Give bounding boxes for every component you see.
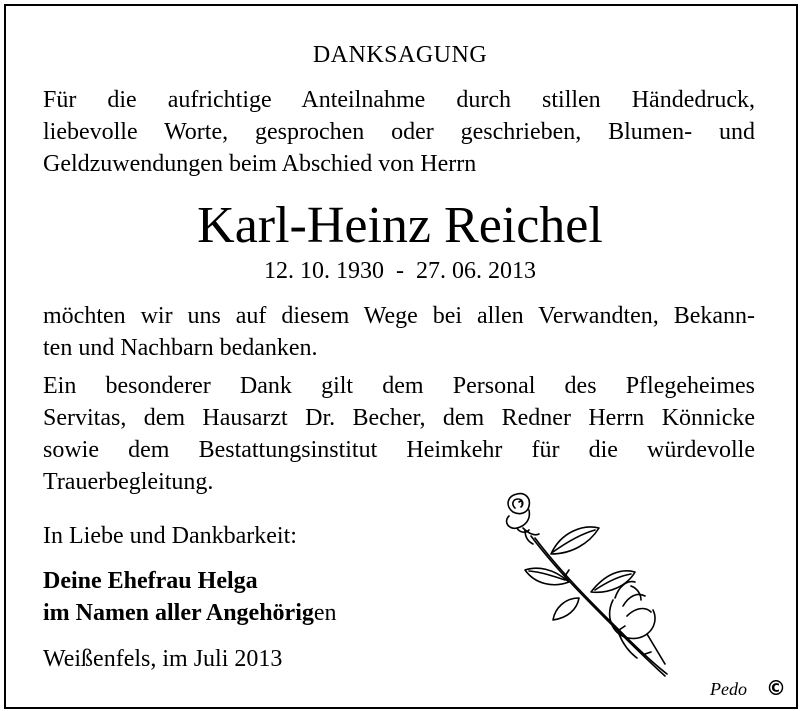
signer-name: Deine Ehefrau Helga bbox=[43, 568, 258, 594]
place-date: Weißenfels, im Juli 2013 bbox=[43, 646, 283, 672]
intro-paragraph bbox=[43, 84, 755, 180]
artist-credit: Pedo bbox=[710, 679, 747, 699]
copyright-symbol: © bbox=[766, 676, 786, 700]
thanks-paragraph bbox=[43, 300, 755, 364]
intro-line: liebevolle Worte, gesprochen oder geschrieben, Blumen- und bbox=[43, 119, 755, 145]
signers-block bbox=[43, 565, 337, 629]
thanks-line: möchten wir uns auf diesem Wege bei allen Verwandten, Bekann- bbox=[43, 303, 755, 329]
special-thanks-paragraph bbox=[43, 370, 755, 498]
signer-relatives-tail: en bbox=[313, 600, 337, 626]
special-thanks-line: Servitas, dem Hausarzt Dr. Becher, dem Redner Herrn Könnicke bbox=[43, 405, 755, 431]
special-thanks-line: sowie dem Bestattungsinstitut Heimkehr für die würdevolle bbox=[43, 437, 755, 463]
closing-greeting: In Liebe und Dankbarkeit: bbox=[43, 523, 297, 549]
thanks-line: ten und Nachbarn bedanken. bbox=[43, 335, 318, 361]
deceased-name: Karl-Heinz Reichel bbox=[197, 197, 603, 254]
signer-relatives bbox=[43, 597, 337, 629]
life-dates: 12. 10. 1930 - 27. 06. 2013 bbox=[264, 258, 536, 284]
intro-line: Geldzuwendungen beim Abschied von Herrn bbox=[43, 151, 477, 177]
special-thanks-line: Trauerbegleitung. bbox=[43, 469, 214, 495]
special-thanks-line: Ein besonderer Dank gilt dem Personal des Pflegeheimes bbox=[43, 373, 755, 399]
signer-relatives-bold: im Namen aller Angehörig bbox=[43, 600, 314, 626]
intro-line: Für die aufrichtige Anteilnahme durch stillen Händedruck, bbox=[43, 87, 755, 113]
notice-heading: DANKSAGUNG bbox=[312, 42, 488, 68]
hand-holding-rose-icon bbox=[495, 488, 695, 680]
